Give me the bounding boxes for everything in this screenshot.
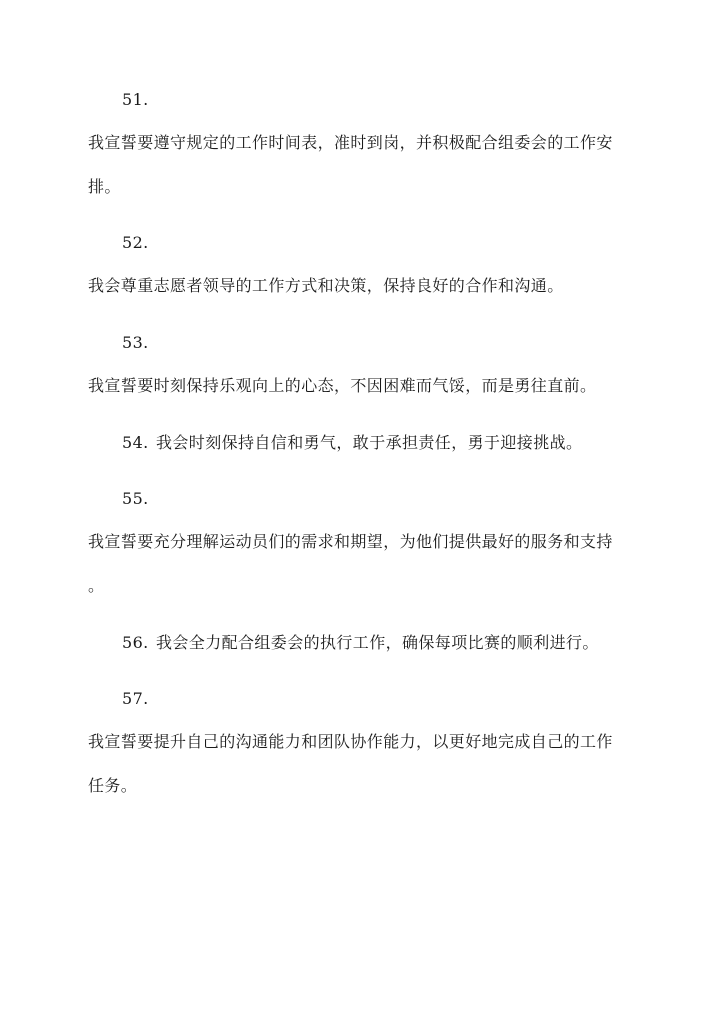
item-number: 51. — [122, 90, 149, 109]
item-text: 我会全力配合组委会的执行工作，确保每项比赛的顺利进行。 — [156, 633, 599, 652]
item-text: 。 — [88, 576, 105, 595]
item-text: 任务。 — [88, 776, 138, 795]
item-text: 我宣誓要提升自己的沟通能力和团队协作能力，以更好地完成自己的工作 — [88, 732, 613, 751]
item-text: 我会时刻保持自信和勇气，敢于承担责任，勇于迎接挑战。 — [156, 433, 583, 452]
item-number: 55. — [122, 489, 149, 508]
item-number: 53. — [122, 333, 149, 352]
item-text: 我会尊重志愿者领导的工作方式和决策，保持良好的合作和沟通。 — [88, 276, 564, 295]
item-text: 排。 — [88, 177, 121, 196]
item-number: 52. — [122, 233, 149, 252]
item-number: 56. — [122, 633, 149, 652]
item-number: 57. — [122, 689, 149, 708]
item-text: 我宣誓要时刻保持乐观向上的心态，不因困难而气馁，而是勇往直前。 — [88, 376, 597, 395]
item-number: 54. — [122, 433, 149, 452]
item-text: 我宣誓要遵守规定的工作时间表，准时到岗，并积极配合组委会的工作安 — [88, 133, 613, 152]
item-text: 我宣誓要充分理解运动员们的需求和期望，为他们提供最好的服务和支持 — [88, 532, 613, 551]
